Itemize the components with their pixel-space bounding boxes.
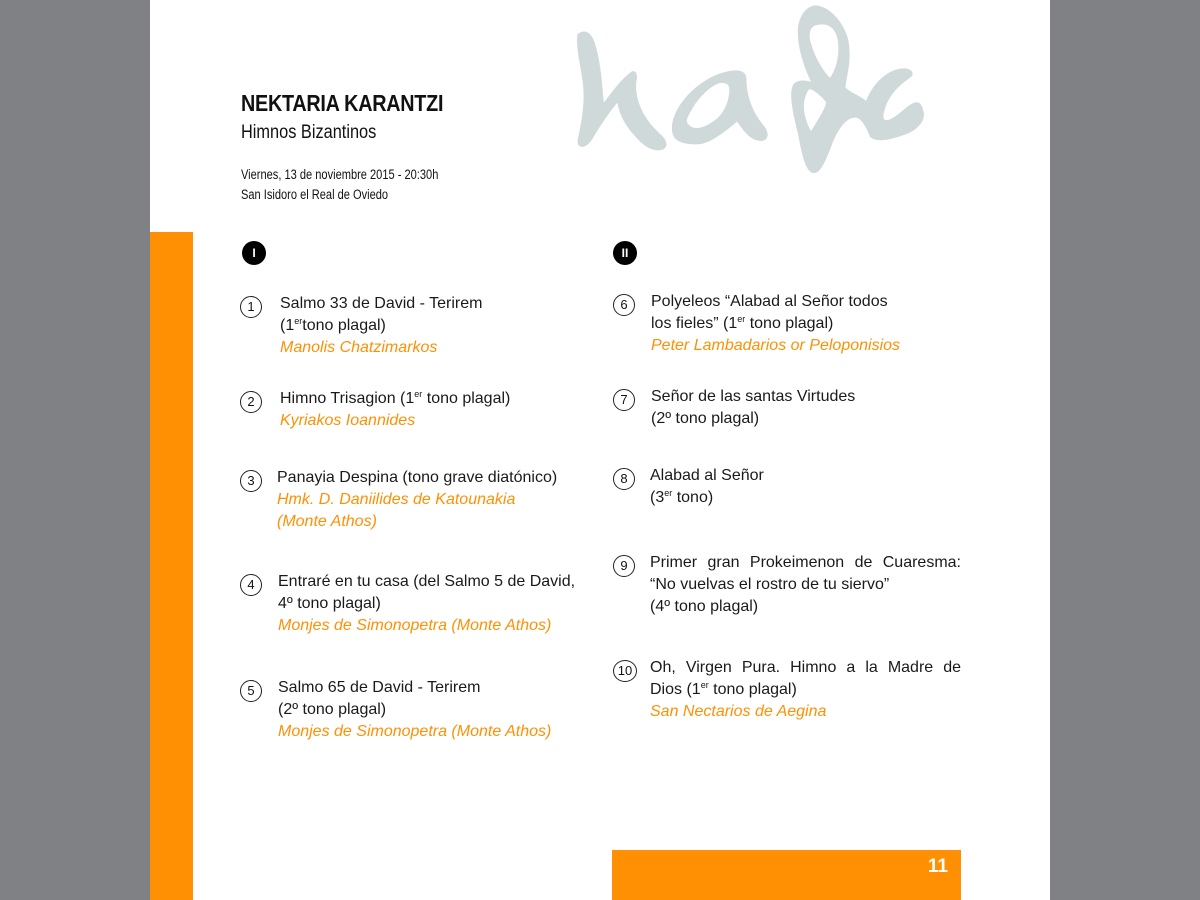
item-title: Alabad al Señor [650, 467, 764, 484]
concert-header [241, 88, 482, 205]
page-title: NEKTARIA KARANTZI [241, 90, 444, 116]
item-mode: Dios (1er tono plagal) [650, 680, 797, 698]
item-title: Himno Trisagion (1er tono plagal) [280, 389, 511, 407]
item-performer: Hmk. D. Daniilides de Katounakia [277, 491, 516, 508]
item-number: 9 [613, 555, 635, 577]
item-number: 3 [240, 470, 262, 492]
item-title: Oh, Virgen Pura. Himno a la Madre de [650, 659, 961, 676]
item-title: Señor de las santas Virtudes [651, 388, 856, 405]
item-mode: (3er tono) [650, 488, 714, 506]
item-title: Polyeleos “Alabad al Señor todos [651, 293, 888, 310]
item-number: 5 [240, 680, 262, 702]
item-performer: Manolis Chatzimarkos [280, 339, 438, 356]
item-number: 10 [613, 660, 637, 682]
section-badge-1: I [242, 241, 266, 265]
section-badge-2: II [613, 241, 637, 265]
item-title: Salmo 65 de David - Terirem [278, 679, 481, 696]
item-performer-location: (Monte Athos) [277, 513, 377, 530]
item-number: 7 [613, 389, 635, 411]
item-mode: (4º tono plagal) [650, 598, 759, 615]
item-mode: (1ertono plagal) [280, 316, 386, 334]
item-number: 6 [613, 294, 635, 316]
item-performer: Monjes de Simonopetra (Monte Athos) [278, 617, 552, 634]
item-performer: Kyriakos Ioannides [280, 412, 416, 429]
item-number: 8 [613, 468, 635, 490]
page-subtitle: Himnos Bizantinos [241, 122, 377, 143]
concert-date: Viernes, 13 de noviembre 2015 - 20:30h [241, 167, 439, 182]
item-title: Entraré en tu casa (del Salmo 5 de David, [278, 573, 576, 590]
item-number: 1 [240, 296, 262, 318]
item-title: Salmo 33 de David - Terirem [280, 295, 483, 312]
item-title: Primer gran Prokeimenon de Cuaresma: [650, 554, 961, 571]
program-page [150, 0, 1050, 900]
accent-bar-left [150, 232, 193, 900]
concert-venue: San Isidoro el Real de Oviedo [241, 187, 389, 202]
item-mode: los fieles” (1er tono plagal) [651, 314, 834, 332]
item-mode: (2º tono plagal) [651, 410, 760, 427]
item-title: Panayia Despina (tono grave diatónico) [277, 469, 558, 486]
item-mode: (2º tono plagal) [278, 701, 387, 718]
item-subtitle: “No vuelvas el rostro de tu siervo” [650, 576, 890, 593]
item-number: 4 [240, 574, 262, 596]
page-number: 11 [927, 856, 948, 877]
item-performer: Peter Lambadarios or Peloponisios [651, 337, 901, 354]
item-mode: 4º tono plagal) [278, 595, 381, 612]
item-number: 2 [240, 391, 262, 413]
item-performer: Monjes de Simonopetra (Monte Athos) [278, 723, 552, 740]
page-number-bar [612, 850, 961, 900]
haga-logo [555, 0, 995, 190]
item-performer: San Nectarios de Aegina [650, 703, 827, 720]
